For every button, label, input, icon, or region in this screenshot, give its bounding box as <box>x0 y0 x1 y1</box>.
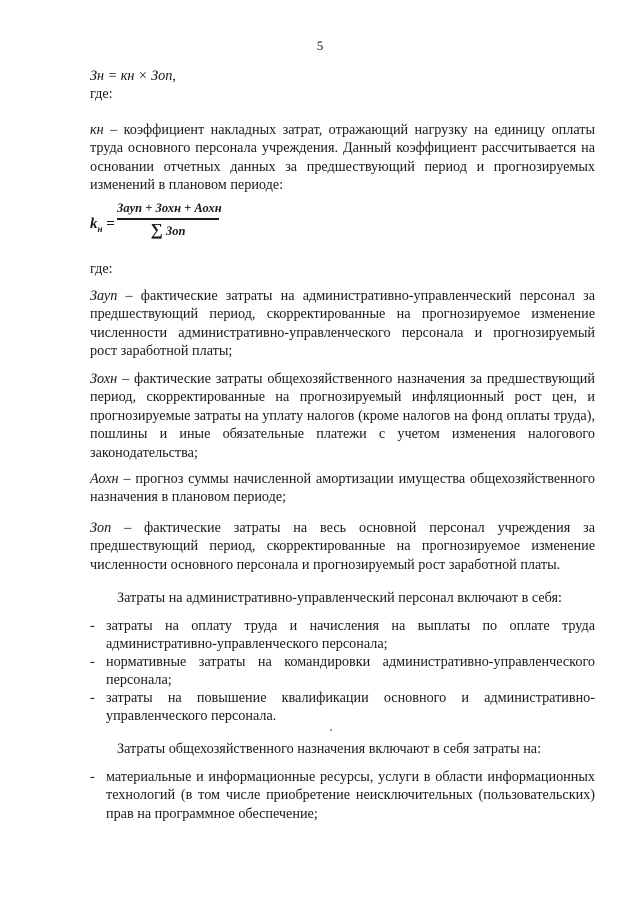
definition-zop <box>90 519 595 574</box>
definition-zop-text: – фактические затраты на весь основной персонал учреждения за предшествующий период, скорректированные на прогнозируемое изменение численности основного персонала и прогнозируемый рост заработной платы. <box>90 520 595 573</box>
definition-zaup <box>90 287 595 361</box>
definition-aohn-text: – прогноз суммы начисленной амортизации имущества общехозяйственного назначения в плановом периоде; <box>90 471 595 506</box>
formula-denominator <box>117 221 219 240</box>
aup-item-2: нормативные затраты на командировки административно-управленческого персонала; <box>106 654 595 689</box>
list-dash: - <box>90 690 95 706</box>
page-number: 5 <box>316 38 324 53</box>
sigma-symbol: ∑ <box>150 220 163 239</box>
formula-denominator-text: Зоп <box>165 224 186 238</box>
term-zohn: Зохн <box>90 371 118 387</box>
list-dash: - <box>90 769 95 785</box>
definition-zaup-text: – фактические затраты на административно-управленческий персонал за предшествующий период, скорректированные на прогнозируемое изменение численности административно-управленческого персонала и прогнозируемый рост заработной платы; <box>90 288 595 360</box>
ohn-item-1: материальные и информационные ресурсы, услуги в области информационных технологий (в том числе приобретение неисключительных (пользовательских) прав на программное обеспечение; <box>106 769 595 822</box>
ohn-heading: Затраты общехозяйственного назначения включают в себя затраты на: <box>117 741 542 757</box>
term-zop: Зоп <box>90 520 112 536</box>
aup-heading: Затраты на административно-управленческий персонал включают в себя: <box>117 590 562 606</box>
list-dash: - <box>90 654 95 670</box>
list-dash: - <box>90 618 95 634</box>
formula-numerator: Заyп + Зохн + Аохн <box>117 201 222 215</box>
aup-item-3: затраты на повышение квалификации основного и административно-управленческого персонала. <box>106 690 595 725</box>
main-formula: Зн = кн × Зоп, <box>90 68 176 84</box>
formula-lhs <box>90 215 115 238</box>
term-aohn: Аохн <box>90 471 119 487</box>
definition-kn <box>90 121 595 195</box>
where-label-2: где: <box>90 261 113 277</box>
definition-aohn <box>90 470 595 507</box>
definition-kn-text: – коэффициент накладных затрат, отражающий нагрузку на единицу оплаты труда основного персонала учреждения. Данный коэффициент рассчитывается на основании отчетных данных за предшествующий период и прогнозируемых изменений в плановом периоде: <box>90 122 595 194</box>
formula-lhs-var: k <box>90 216 98 232</box>
definition-zohn-text: – фактические затраты общехозяйственного назначения за предшествующий период, скорректированные на прогнозируемый инфляционный рост цен, и прогнозируемые затраты на уплату налогов (кроме налогов на фонд оплаты труда), пошлины и иные обязательные платежи с учетом изменения налогового законодательства; <box>90 371 595 461</box>
definition-zohn <box>90 370 595 462</box>
aup-item-1: затраты на оплату труда и начисления на выплаты по оплате труда административно-управленческого персонала; <box>106 618 595 653</box>
formula-equals: = <box>102 216 115 232</box>
term-zaup: Зауп <box>90 288 118 304</box>
term-kn: кн <box>90 122 104 138</box>
scan-speck <box>330 729 332 731</box>
formula-lhs-sub: н <box>97 224 103 234</box>
where-label: где: <box>90 86 113 102</box>
fraction-bar <box>117 218 219 220</box>
